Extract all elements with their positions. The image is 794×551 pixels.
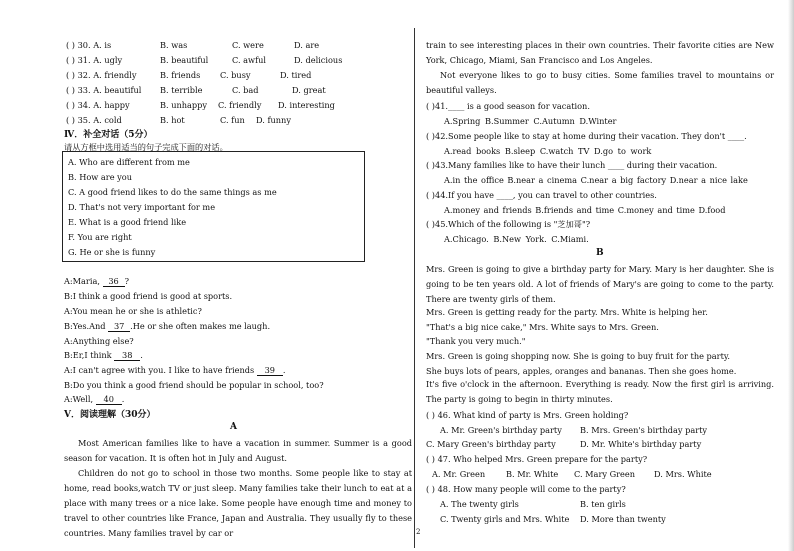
- mc-q34: ( ) 34. A. happy: [66, 100, 130, 110]
- mc-option: C. awful: [232, 55, 266, 65]
- question-option: A. The twenty girls: [440, 499, 519, 509]
- scan-edge: [788, 0, 794, 551]
- dialogue-line: B:I think a good friend is good at sports.: [64, 291, 233, 301]
- box-option: A. Who are different from me: [68, 157, 190, 167]
- question-options: A.Chicago. B.New York. C.Miami.: [444, 234, 589, 244]
- box-option: C. A good friend likes to do the same things as me: [68, 187, 277, 197]
- question-option: C. Twenty girls and Mrs. White: [440, 514, 570, 524]
- answer-blank: 37: [108, 321, 130, 332]
- answer-blank: 38: [114, 350, 140, 361]
- mc-option: B. unhappy: [160, 100, 208, 110]
- dialogue-line: A:Maria, 36 ?: [64, 276, 129, 286]
- box-option: B. How are you: [68, 172, 132, 182]
- column-divider: [414, 28, 415, 548]
- question-option: B. Mrs. Green's birthday party: [580, 425, 708, 435]
- question-stem: ( ) 47. Who helped Mrs. Green prepare for the party?: [426, 454, 648, 464]
- dialogue-line: A:You mean he or she is athletic?: [64, 306, 202, 316]
- mc-option: D. funny: [256, 115, 291, 125]
- mc-option: C. busy: [220, 70, 251, 80]
- mc-option: D. tired: [280, 70, 312, 80]
- mc-q33: ( ) 33. A. beautiful: [66, 85, 142, 95]
- passage-b-line: It's five o'clock in the afternoon. Everything is ready. Now the first girl is arriving. The party is going to begin in thirty minutes.: [426, 379, 774, 404]
- mc-option: C. bad: [232, 85, 259, 95]
- box-option: F. You are right: [68, 232, 132, 242]
- dialogue-line: A:I can't agree with you. I like to have friends 39 .: [64, 365, 286, 375]
- dialogue-line: B:Yes.And 37 .He or she often makes me laugh.: [64, 321, 271, 331]
- passage-a-label: A: [230, 422, 237, 432]
- passage-a-continued: train to see interesting places in their own countries. Their favorite cities are New York, Chicago, Miami, San Francisco and Los Angeles.: [426, 40, 774, 65]
- passage-b-label: B: [596, 248, 604, 258]
- box-option: G. He or she is funny: [68, 247, 156, 257]
- mc-option: D. are: [294, 40, 320, 50]
- passage-a-paragraph-1: Most American families like to have a vacation in summer. Summer is a good season for vacation. It is often hot in July and August.: [64, 438, 412, 463]
- dialogue-line: A:Well, 40 .: [64, 394, 125, 404]
- passage-a-paragraph-3: Not everyone likes to go to busy cities. Some families travel to mountains or beautiful valleys.: [426, 70, 774, 95]
- passage-a-paragraph-2: Children do not go to school in those two months. Some people like to stay at home, read books,watch TV or just sleep. Many families take their lunch to eat at a place with many trees or a nice lake. Some people have enough time and money to travel to other countries like France, Japan and Australia. They usually fly to these countries. Many families travel by car or: [64, 468, 412, 538]
- answer-blank: 39: [257, 365, 283, 376]
- answer-blank: 40: [96, 394, 122, 405]
- question-options: A.read books B.sleep C.watch TV D.go to work: [444, 146, 652, 156]
- mc-q32: ( ) 32. A. friendly: [66, 70, 137, 80]
- passage-b-line: "Thank you very much.": [426, 336, 526, 346]
- question-stem: ( )44.If you have ____, you can travel to other countries.: [426, 190, 657, 200]
- passage-b-line: She buys lots of pears, apples, oranges and bananas. Then she goes home.: [426, 366, 737, 376]
- passage-b-line: Mrs. Green is getting ready for the party. Mrs. White is helping her.: [426, 307, 708, 317]
- mc-option: C. friendly: [218, 100, 262, 110]
- question-stem: ( )42.Some people like to stay at home during their vacation. They don't ____.: [426, 131, 747, 141]
- mc-option: B. friends: [160, 70, 201, 80]
- passage-b-line: Mrs. Green is going to give a birthday party for Mary. Mary is her daughter. She is going to be ten years old. A lot of friends of Mary's are going to come to the party. There are twenty girls of them.: [426, 264, 774, 304]
- dialogue-line: B:Er,I think 38 .: [64, 350, 143, 360]
- question-option: D. Mrs. White: [654, 469, 712, 479]
- mc-option: B. beautiful: [160, 55, 209, 65]
- mc-q31: ( ) 31. A. ugly: [66, 55, 123, 65]
- section-5-title: Ⅴ．阅读理解（30分）: [64, 410, 156, 420]
- mc-q30: ( ) 30. A. is: [66, 40, 112, 50]
- options-box: [62, 151, 365, 262]
- question-option: C. Mary Green's birthday party: [426, 439, 556, 449]
- section-4-title: Ⅳ．补全对话（5分）: [64, 130, 153, 140]
- answer-blank: 36: [103, 276, 125, 287]
- box-option: D. That's not very important for me: [68, 202, 216, 212]
- box-option: E. What is a good friend like: [68, 217, 187, 227]
- question-stem: ( )41.____ is a good season for vacation.: [426, 101, 590, 111]
- mc-option: C. fun: [220, 115, 245, 125]
- mc-option: C. were: [232, 40, 264, 50]
- question-option: B. Mr. White: [506, 469, 559, 479]
- mc-option: D. delicious: [294, 55, 343, 65]
- question-option: D. Mr. White's birthday party: [580, 439, 702, 449]
- mc-q35: ( ) 35. A. cold: [66, 115, 122, 125]
- mc-option: D. interesting: [278, 100, 335, 110]
- passage-b-line: "That's a big nice cake," Mrs. White says to Mrs. Green.: [426, 322, 659, 332]
- question-option: B. ten girls: [580, 499, 626, 509]
- mc-option: D. great: [292, 85, 326, 95]
- question-stem: ( )43.Many families like to have their lunch ____ during their vacation.: [426, 160, 718, 170]
- question-option: C. Mary Green: [574, 469, 636, 479]
- page-number: 2: [416, 528, 421, 536]
- question-options: A.Spring B.Summer C.Autumn D.Winter: [444, 116, 617, 126]
- dialogue-line: B:Do you think a good friend should be popular in school, too?: [64, 380, 324, 390]
- mc-option: B. terrible: [160, 85, 203, 95]
- question-stem: ( ) 48. How many people will come to the party?: [426, 484, 626, 494]
- question-option: A. Mr. Green's birthday party: [440, 425, 562, 435]
- question-stem: ( )45.Which of the following is "芝加哥"?: [426, 219, 591, 229]
- question-stem: ( ) 46. What kind of party is Mrs. Green holding?: [426, 410, 629, 420]
- question-option: D. More than twenty: [580, 514, 666, 524]
- passage-b-line: Mrs. Green is going shopping now. She is going to buy fruit for the party.: [426, 351, 731, 361]
- mc-option: B. was: [160, 40, 188, 50]
- dialogue-line: A:Anything else?: [64, 336, 134, 346]
- question-options: A.money and friends B.friends and time C.money and time D.food: [444, 205, 726, 215]
- section-4-instruction: 请从方框中选用适当的句子完成下面的对话。: [64, 142, 228, 152]
- question-options: A.in the office B.near a cinema C.near a big factory D.near a nice lake: [444, 175, 748, 185]
- question-option: A. Mr. Green: [432, 469, 486, 479]
- mc-option: B. hot: [160, 115, 185, 125]
